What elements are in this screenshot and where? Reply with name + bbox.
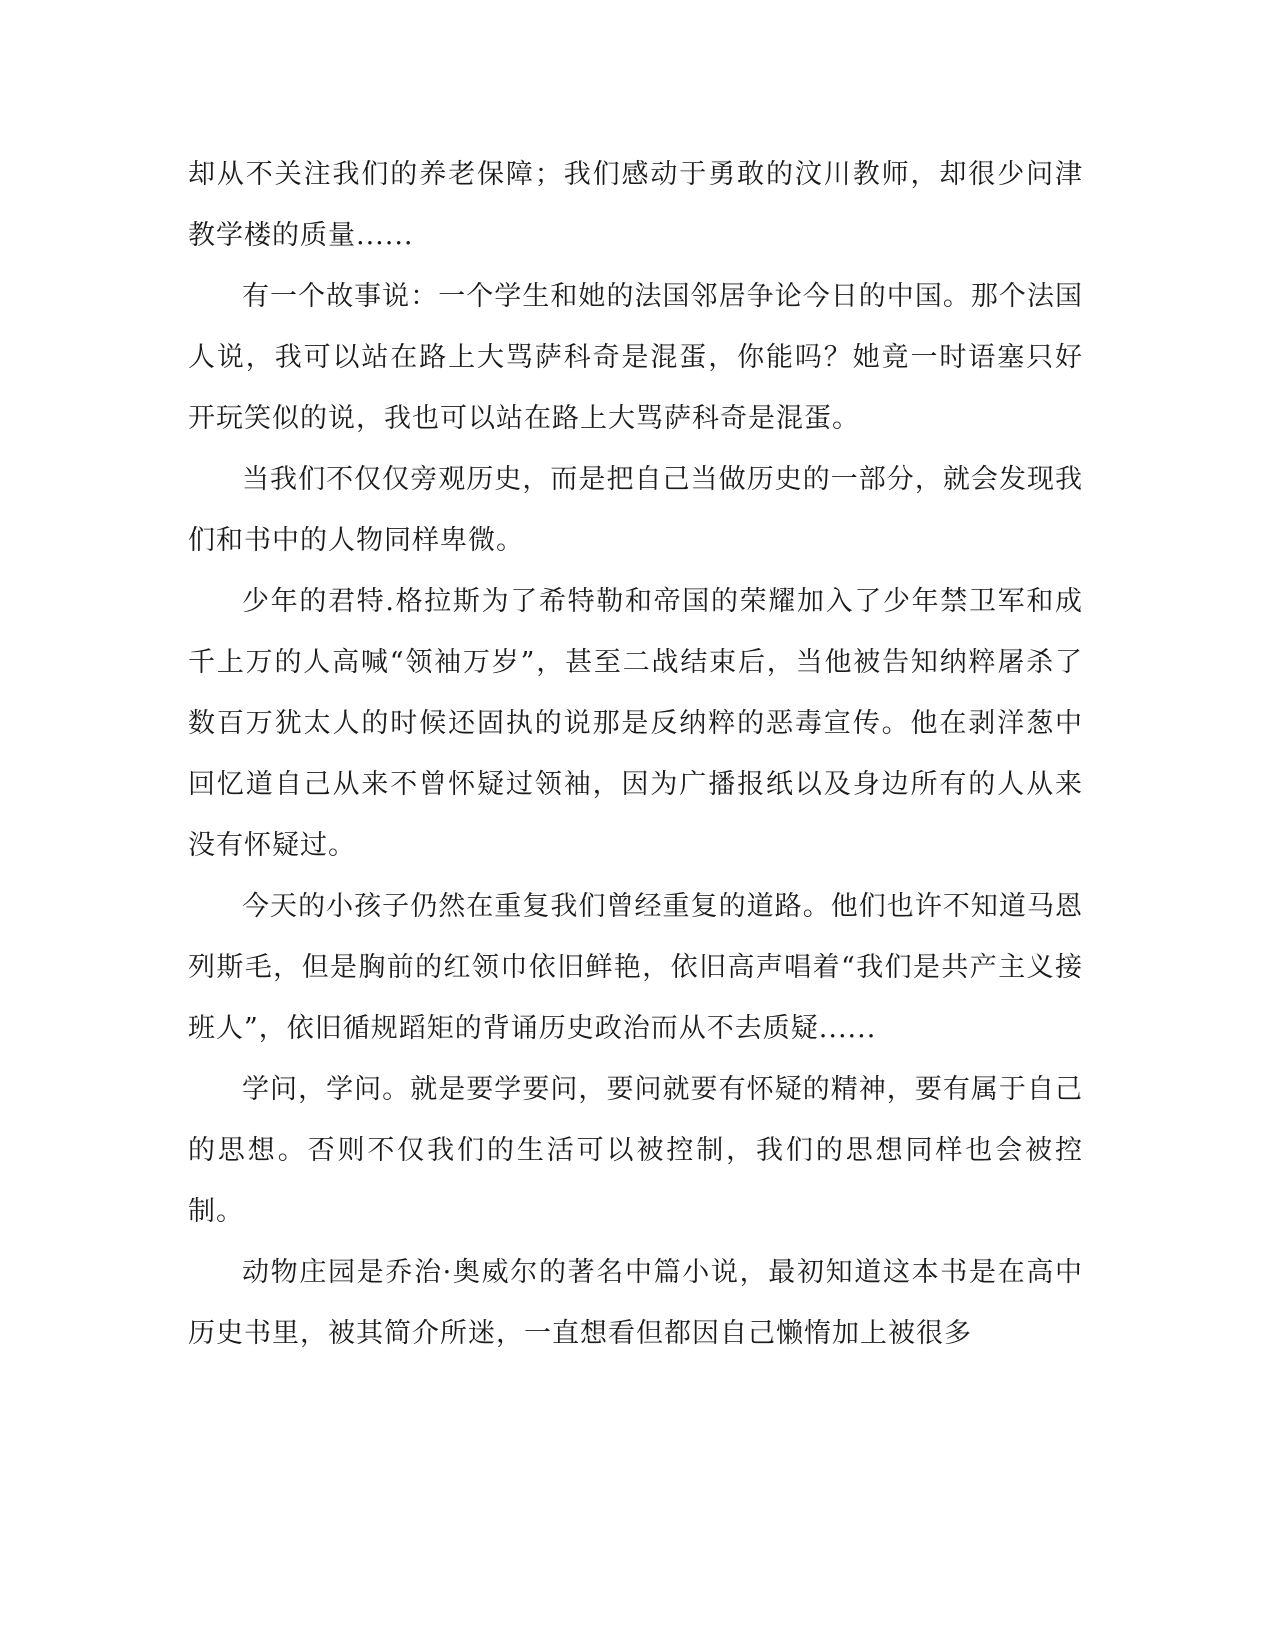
paragraph-continuation: 却从不关注我们的养老保障；我们感动于勇敢的汶川教师，却很少问津教学楼的质量......: [188, 159, 1083, 251]
paragraph-animal-farm: 动物庄园是乔治·奥威尔的著名中篇小说，最初知道这本书是在高中历史书里，被其简介所迷，一直想看但都因自己懒惰加上被很多: [188, 1257, 1083, 1349]
paragraph-gunter-grass: 少年的君特.格拉斯为了希特勒和帝国的荣耀加入了少年禁卫军和成千上万的人高喊“领袖万岁”，甚至二战结束后，当他被告知纳粹屠杀了数百万犹太人的时候还固执的说那是反纳粹的恶毒宣传。他在剥洋葱中回忆道自己从来不曾怀疑过领袖，因为广播报纸以及身边所有的人从来没有怀疑过。: [188, 586, 1083, 861]
paragraph-children-today: 今天的小孩子仍然在重复我们曾经重复的道路。他们也许不知道马恩列斯毛，但是胸前的红领巾依旧鲜艳，依旧高声唱着“我们是共产主义接班人”，依旧循规蹈矩的背诵历史政治而从不去质疑......: [188, 891, 1083, 1044]
paragraph-learning-and-questioning: 学问，学问。就是要学要问，要问就要有怀疑的精神，要有属于自己的思想。否则不仅我们的生活可以被控制，我们的思想同样也会被控制。: [188, 1074, 1083, 1227]
paragraph-french-neighbor-story: 有一个故事说：一个学生和她的法国邻居争论今日的中国。那个法国人说，我可以站在路上大骂萨科奇是混蛋，你能吗？她竟一时语塞只好开玩笑似的说，我也可以站在路上大骂萨科奇是混蛋。: [188, 281, 1083, 434]
document-body: [188, 144, 1083, 1364]
paragraph-observing-history: 当我们不仅仅旁观历史，而是把自己当做历史的一部分，就会发现我们和书中的人物同样卑微。: [188, 464, 1083, 556]
